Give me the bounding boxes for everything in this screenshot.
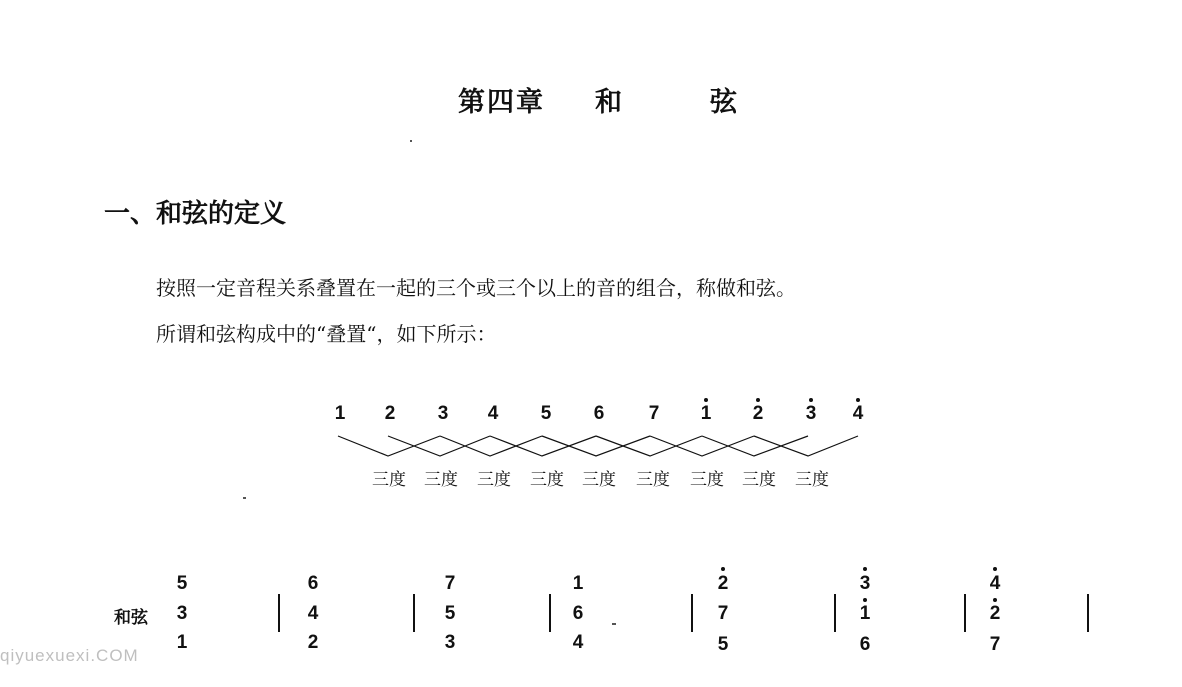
chapter-title-part2: 和 [595,87,624,118]
scale-note: 3 [805,403,817,424]
high-octave-dot [993,567,997,571]
chord-row-label: 和弦 [114,608,148,628]
barline [1087,594,1089,632]
interval-label: 三度 [690,470,724,490]
chord-note-bot: 2 [307,632,319,653]
interval-label: 三度 [530,470,564,490]
chord-note-mid: 5 [444,603,456,624]
scan-speck [410,140,412,142]
chord-note-mid: 2 [989,603,1001,624]
interval-label: 三度 [424,470,458,490]
chord-note-mid: 6 [572,603,584,624]
chord-note-top: 3 [859,573,871,594]
high-octave-dot [993,598,997,602]
interval-label: 三度 [372,470,406,490]
chord-note-bot: 7 [989,634,1001,655]
scale-note: 4 [487,403,499,424]
interval-label: 三度 [742,470,776,490]
chord-note-top: 4 [989,573,1001,594]
barline [549,594,551,632]
scale-note: 7 [648,403,660,424]
chapter-title-part1: 第四章 [458,87,545,118]
scale-note: 3 [437,403,449,424]
scale-note: 1 [334,403,346,424]
interval-label: 三度 [795,470,829,490]
scale-note: 2 [384,403,396,424]
scan-speck [243,497,246,499]
chord-note-bot: 4 [572,632,584,653]
high-octave-dot [863,598,867,602]
chord-note-mid: 3 [176,603,188,624]
scale-note: 1 [700,403,712,424]
watermark: qiyuexuexi.COM [0,646,139,665]
scale-note: 6 [593,403,605,424]
scale-note: 4 [852,403,864,424]
chord-note-top: 1 [572,573,584,594]
chord-note-bot: 6 [859,634,871,655]
chord-note-top: 5 [176,573,188,594]
chord-note-mid: 4 [307,603,319,624]
paragraph-definition: 按照一定音程关系叠置在一起的三个或三个以上的音的组合，称做和弦。 [156,276,796,300]
chord-note-top: 7 [444,573,456,594]
section-title: 一、和弦的定义 [104,199,287,229]
barline [834,594,836,632]
interval-label: 三度 [477,470,511,490]
barline [964,594,966,632]
chord-note-bot: 1 [176,632,188,653]
chapter-title-part3: 弦 [710,87,739,118]
interval-label: 三度 [636,470,670,490]
chord-note-mid: 1 [859,603,871,624]
chord-note-top: 6 [307,573,319,594]
barline [278,594,280,632]
paragraph-stacking-intro: 所谓和弦构成中的“叠置“，如下所示： [156,322,497,346]
interval-label: 三度 [582,470,616,490]
scan-speck [612,623,616,625]
chord-note-top: 2 [717,573,729,594]
chord-note-bot: 3 [444,632,456,653]
high-octave-dot [721,567,725,571]
barline [691,594,693,632]
chord-note-mid: 7 [717,603,729,624]
barline [413,594,415,632]
high-octave-dot [863,567,867,571]
scale-note: 2 [752,403,764,424]
chord-note-bot: 5 [717,634,729,655]
scale-note: 5 [540,403,552,424]
